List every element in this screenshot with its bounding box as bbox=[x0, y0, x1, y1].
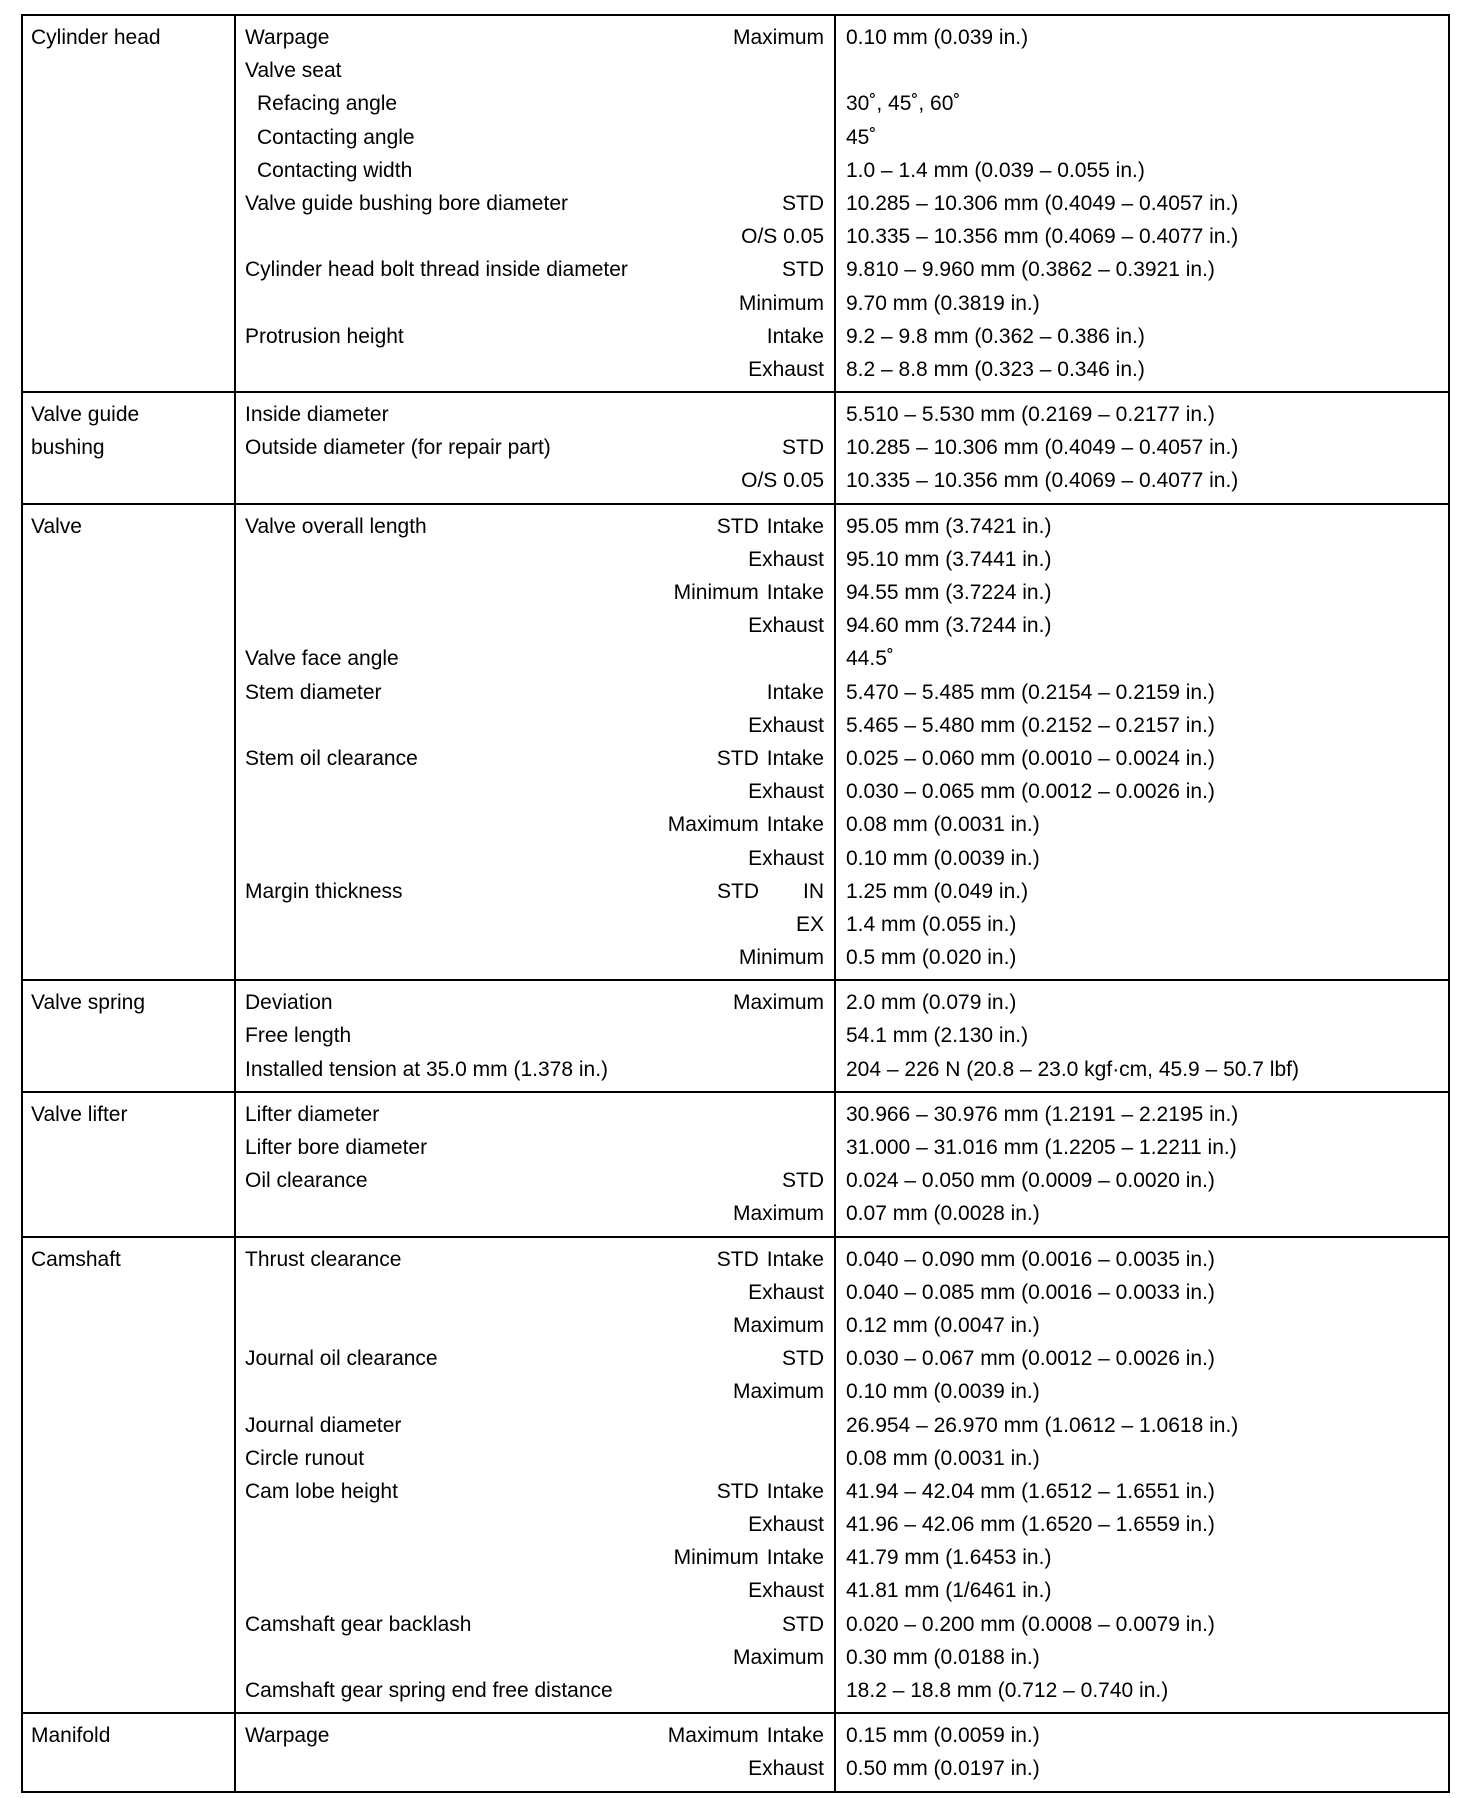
component-label: Valve guide bbox=[31, 403, 140, 427]
spec-condition bbox=[733, 21, 824, 54]
value-cell bbox=[835, 1237, 1449, 1714]
spec-item-line bbox=[236, 87, 834, 120]
spec-item-label: Lifter bore diameter bbox=[245, 1136, 428, 1159]
spec-condition bbox=[767, 676, 824, 709]
spec-item-line bbox=[236, 1164, 834, 1197]
spec-item-line bbox=[236, 154, 834, 187]
spec-item-line bbox=[236, 54, 834, 87]
spec-group-row bbox=[22, 1237, 1449, 1714]
spec-item-label: Stem diameter bbox=[245, 680, 382, 704]
spec-condition-label: Exhaust bbox=[748, 1513, 824, 1537]
spec-item-label: Stem oil clearance bbox=[245, 746, 418, 770]
spec-item-line bbox=[236, 1674, 834, 1707]
spec-condition bbox=[674, 1541, 824, 1574]
component-label: Camshaft bbox=[31, 1247, 121, 1271]
spec-item-label: Outside diameter (for repair part) bbox=[245, 436, 551, 460]
spec-item-line bbox=[236, 1019, 834, 1052]
spec-value: 1.0 – 1.4 mm (0.039 – 0.055 in.) bbox=[846, 158, 1145, 182]
spec-value: 41.94 – 42.04 mm (1.6512 – 1.6551 in.) bbox=[846, 1479, 1215, 1503]
spec-condition-label: STD bbox=[782, 258, 824, 282]
spec-condition bbox=[748, 1508, 824, 1541]
spec-item-label: Deviation bbox=[245, 991, 333, 1015]
spec-item-label: Protrusion height bbox=[245, 324, 404, 348]
spec-sub-condition-label: Intake bbox=[766, 581, 824, 604]
spec-item-line bbox=[236, 742, 834, 775]
spec-condition-label: Maximum bbox=[732, 1202, 824, 1226]
spec-condition-label: STD bbox=[716, 514, 759, 538]
spec-value: 94.55 mm (3.7224 in.) bbox=[846, 581, 1052, 604]
spec-value: 5.510 – 5.530 mm (0.2169 – 0.2177 in.) bbox=[846, 403, 1215, 427]
value-cell bbox=[835, 392, 1449, 504]
spec-condition bbox=[748, 709, 824, 742]
spec-condition bbox=[748, 842, 824, 875]
component-cell bbox=[22, 1237, 235, 1714]
spec-value: 41.79 mm (1.6453 in.) bbox=[846, 1546, 1052, 1570]
spec-value: 5.465 – 5.480 mm (0.2152 – 0.2157 in.) bbox=[846, 713, 1215, 737]
component-label: Valve lifter bbox=[31, 1102, 128, 1126]
component-cell bbox=[22, 392, 235, 504]
spec-item-label: Lifter diameter bbox=[245, 1102, 380, 1126]
spec-item-line bbox=[236, 908, 834, 941]
spec-value: 94.60 mm (3.7244 in.) bbox=[846, 614, 1052, 638]
spec-item-label: Contacting angle bbox=[257, 125, 415, 149]
spec-item-line bbox=[236, 576, 834, 609]
spec-value: 1.25 mm (0.049 in.) bbox=[846, 879, 1029, 903]
spec-condition-label: Exhaust bbox=[748, 614, 824, 638]
value-cell bbox=[835, 504, 1449, 981]
spec-table-body bbox=[22, 15, 1449, 1792]
spec-group-row bbox=[22, 15, 1449, 392]
spec-item-line bbox=[236, 941, 834, 974]
spec-condition-label: Maximum bbox=[732, 26, 824, 49]
spec-item-line bbox=[236, 320, 834, 353]
spec-value: 1.4 mm (0.055 in.) bbox=[846, 912, 1017, 936]
spec-item-label: Margin thickness bbox=[245, 879, 403, 903]
spec-condition-label: O/S 0.05 bbox=[741, 469, 824, 493]
spec-value: 9.70 mm (0.3819 in.) bbox=[846, 291, 1040, 315]
spec-value: 0.040 – 0.090 mm (0.0016 – 0.0035 in.) bbox=[846, 1247, 1215, 1271]
spec-condition-label: Maximum bbox=[732, 1313, 824, 1337]
spec-value: 9.810 – 9.960 mm (0.3862 – 0.3921 in.) bbox=[846, 258, 1215, 282]
spec-condition bbox=[717, 875, 824, 908]
spec-value: 0.15 mm (0.0059 in.) bbox=[846, 1724, 1040, 1748]
spec-item-label: Valve face angle bbox=[245, 647, 399, 671]
spec-condition bbox=[782, 253, 824, 286]
spec-condition bbox=[733, 1375, 824, 1408]
spec-item-line bbox=[236, 21, 834, 54]
spec-condition-label: STD bbox=[717, 879, 759, 903]
spec-value: 0.10 mm (0.039 in.) bbox=[846, 26, 1029, 49]
item-cell bbox=[235, 504, 835, 981]
spec-condition-label: Minimum bbox=[673, 1546, 759, 1570]
spec-value: 95.05 mm (3.7421 in.) bbox=[846, 514, 1052, 538]
spec-condition-label: Exhaust bbox=[748, 780, 824, 804]
spec-item-label: Valve overall length bbox=[245, 514, 427, 538]
item-cell bbox=[235, 15, 835, 392]
spec-item-label: Installed tension at 35.0 mm (1.378 in.) bbox=[245, 1057, 609, 1081]
spec-item-line bbox=[236, 1541, 834, 1574]
spec-item-line bbox=[236, 510, 834, 543]
spec-condition bbox=[741, 464, 824, 497]
spec-condition bbox=[674, 576, 824, 609]
spec-sub-condition-label: Intake bbox=[766, 1247, 824, 1271]
spec-condition bbox=[782, 1608, 824, 1641]
spec-value: 9.2 – 9.8 mm (0.362 – 0.386 in.) bbox=[846, 324, 1145, 348]
spec-sub-condition-label: Intake bbox=[766, 1724, 824, 1748]
spec-condition bbox=[717, 1475, 824, 1508]
component-label: Valve bbox=[31, 514, 82, 538]
spec-item-line bbox=[236, 1752, 834, 1785]
spec-condition bbox=[748, 775, 824, 808]
spec-value: 0.08 mm (0.0031 in.) bbox=[846, 1446, 1040, 1470]
spec-value: 0.020 – 0.200 mm (0.0008 – 0.0079 in.) bbox=[846, 1612, 1215, 1636]
spec-item-label: Journal oil clearance bbox=[245, 1347, 438, 1371]
spec-item-line bbox=[236, 1342, 834, 1375]
spec-condition bbox=[741, 220, 824, 253]
spec-item-label: Circle runout bbox=[245, 1446, 365, 1470]
spec-value: 5.470 – 5.485 mm (0.2154 – 0.2159 in.) bbox=[846, 680, 1215, 704]
spec-item-line bbox=[236, 253, 834, 286]
spec-value: 0.030 – 0.067 mm (0.0012 – 0.0026 in.) bbox=[846, 1347, 1215, 1371]
spec-item-line bbox=[236, 287, 834, 320]
spec-item-line bbox=[236, 986, 834, 1019]
value-cell bbox=[835, 1713, 1449, 1791]
spec-condition bbox=[748, 543, 824, 576]
item-cell bbox=[235, 392, 835, 504]
spec-condition bbox=[748, 609, 824, 642]
spec-item-label: Free length bbox=[245, 1024, 352, 1048]
value-cell bbox=[835, 980, 1449, 1092]
spec-condition-label: Intake bbox=[766, 324, 824, 348]
spec-condition-label: Exhaust bbox=[748, 846, 824, 870]
spec-item-line bbox=[236, 353, 834, 386]
spec-item-label: Cylinder head bolt thread inside diameter bbox=[245, 258, 628, 282]
spec-item-line bbox=[236, 775, 834, 808]
spec-item-line bbox=[236, 709, 834, 742]
spec-condition bbox=[668, 1719, 824, 1752]
spec-condition bbox=[782, 431, 824, 464]
spec-sub-condition-label: Intake bbox=[766, 1546, 824, 1570]
spec-condition-label: Maximum bbox=[667, 813, 759, 837]
spec-group-row bbox=[22, 980, 1449, 1092]
component-cell bbox=[22, 15, 235, 392]
spec-condition bbox=[733, 1197, 824, 1230]
spec-item-line bbox=[236, 1508, 834, 1541]
spec-condition-label: Maximum bbox=[732, 991, 824, 1015]
spec-value: 8.2 – 8.8 mm (0.323 – 0.346 in.) bbox=[846, 357, 1145, 381]
component-cell bbox=[22, 1092, 235, 1237]
spec-condition bbox=[668, 808, 824, 841]
spec-value: 18.2 – 18.8 mm (0.712 – 0.740 in.) bbox=[846, 1679, 1169, 1702]
spec-condition-label: O/S 0.05 bbox=[741, 225, 824, 249]
spec-value: 31.000 – 31.016 mm (1.2205 – 1.2211 in.) bbox=[846, 1136, 1237, 1159]
spec-condition bbox=[717, 510, 824, 543]
spec-item-label: Refacing angle bbox=[257, 92, 398, 116]
spec-condition bbox=[739, 287, 824, 320]
spec-value: 10.285 – 10.306 mm (0.4049 – 0.4057 in.) bbox=[846, 191, 1239, 215]
spec-condition bbox=[748, 353, 824, 386]
spec-condition bbox=[748, 1276, 824, 1309]
value-cell bbox=[835, 1092, 1449, 1237]
spec-item-label: Camshaft gear spring end free distance bbox=[245, 1679, 613, 1702]
spec-item-line bbox=[236, 431, 834, 464]
spec-value: 26.954 – 26.970 mm (1.0612 – 1.0618 in.) bbox=[846, 1413, 1239, 1437]
spec-condition-label: Minimum bbox=[673, 581, 759, 604]
spec-item-line bbox=[236, 187, 834, 220]
spec-condition-label: Intake bbox=[766, 680, 824, 704]
spec-item-line bbox=[236, 1053, 834, 1086]
spec-item-label: Warpage bbox=[245, 1724, 330, 1748]
spec-item-line bbox=[236, 1719, 834, 1752]
spec-value: 0.030 – 0.065 mm (0.0012 – 0.0026 in.) bbox=[846, 780, 1215, 804]
spec-condition-label: Maximum bbox=[732, 1645, 824, 1669]
item-cell bbox=[235, 1237, 835, 1714]
spec-condition bbox=[748, 1752, 824, 1785]
spec-value: 2.0 mm (0.079 in.) bbox=[846, 991, 1017, 1015]
spec-item-line bbox=[236, 398, 834, 431]
spec-item-line bbox=[236, 1098, 834, 1131]
spec-item-label: Journal diameter bbox=[245, 1413, 402, 1437]
spec-item-line bbox=[236, 1375, 834, 1408]
spec-item-line bbox=[236, 676, 834, 709]
spec-sub-condition-label: Intake bbox=[766, 746, 824, 770]
spec-value: 0.5 mm (0.020 in.) bbox=[846, 946, 1017, 970]
spec-item-label: Contacting width bbox=[257, 158, 413, 182]
spec-condition-label: Maximum bbox=[667, 1724, 759, 1748]
spec-item-label: Inside diameter bbox=[245, 403, 389, 427]
spec-item-line bbox=[236, 1276, 834, 1309]
spec-condition-label: Exhaust bbox=[748, 547, 824, 571]
spec-item-line bbox=[236, 1197, 834, 1230]
spec-value: 0.10 mm (0.0039 in.) bbox=[846, 846, 1040, 870]
spec-value: 45˚ bbox=[846, 125, 877, 149]
spec-value: 10.335 – 10.356 mm (0.4069 – 0.4077 in.) bbox=[846, 469, 1239, 493]
spec-value bbox=[846, 54, 1448, 87]
spec-value: 0.040 – 0.085 mm (0.0016 – 0.0033 in.) bbox=[846, 1280, 1215, 1304]
spec-value: 0.025 – 0.060 mm (0.0010 – 0.0024 in.) bbox=[846, 746, 1215, 770]
component-cell bbox=[22, 1713, 235, 1791]
spec-item-line bbox=[236, 220, 834, 253]
spec-group-row bbox=[22, 504, 1449, 981]
spec-condition bbox=[733, 1309, 824, 1342]
spec-condition-label: STD bbox=[782, 1169, 824, 1193]
spec-group-row bbox=[22, 1713, 1449, 1791]
spec-group-row bbox=[22, 392, 1449, 504]
spec-condition-label: STD bbox=[782, 1347, 824, 1371]
spec-condition bbox=[767, 320, 824, 353]
spec-table bbox=[21, 14, 1450, 1793]
spec-value: 0.50 mm (0.0197 in.) bbox=[846, 1757, 1040, 1781]
spec-value: 0.10 mm (0.0039 in.) bbox=[846, 1380, 1040, 1404]
spec-item-line bbox=[236, 1309, 834, 1342]
spec-item-label: Valve guide bushing bore diameter bbox=[245, 191, 568, 215]
spec-condition bbox=[739, 941, 824, 974]
spec-value: 41.81 mm (1/6461 in.) bbox=[846, 1579, 1052, 1603]
spec-condition-label: STD bbox=[782, 436, 824, 460]
spec-condition bbox=[717, 1243, 824, 1276]
spec-group-row bbox=[22, 1092, 1449, 1237]
component-cell bbox=[22, 980, 235, 1092]
spec-condition bbox=[782, 1164, 824, 1197]
spec-condition-label: Exhaust bbox=[748, 1757, 824, 1781]
spec-item-line bbox=[236, 642, 834, 675]
component-label: Manifold bbox=[31, 1724, 111, 1748]
value-cell bbox=[835, 15, 1449, 392]
spec-value: 10.285 – 10.306 mm (0.4049 – 0.4057 in.) bbox=[846, 436, 1239, 460]
spec-sub-condition-label: Intake bbox=[766, 1479, 824, 1503]
spec-item-label: Cam lobe height bbox=[245, 1479, 398, 1503]
spec-item-line bbox=[236, 808, 834, 841]
spec-item-label: Thrust clearance bbox=[245, 1247, 402, 1271]
spec-value: 0.08 mm (0.0031 in.) bbox=[846, 813, 1040, 837]
spec-item-label: Oil clearance bbox=[245, 1169, 368, 1193]
spec-condition bbox=[782, 187, 824, 220]
spec-item-label: Warpage bbox=[245, 26, 330, 49]
item-cell bbox=[235, 980, 835, 1092]
spec-item-line bbox=[236, 609, 834, 642]
spec-value: 0.024 – 0.050 mm (0.0009 – 0.0020 in.) bbox=[846, 1169, 1215, 1193]
spec-condition-label: Maximum bbox=[732, 1380, 824, 1404]
component-label: Cylinder head bbox=[31, 26, 161, 49]
spec-item-label: Camshaft gear backlash bbox=[245, 1612, 472, 1636]
spec-item-line bbox=[236, 842, 834, 875]
spec-value: 30.966 – 30.976 mm (1.2191 – 2.2195 in.) bbox=[846, 1102, 1239, 1126]
component-label: bushing bbox=[31, 436, 105, 460]
spec-item-line bbox=[236, 1442, 834, 1475]
spec-item-line bbox=[236, 1475, 834, 1508]
spec-item-line bbox=[236, 1574, 834, 1607]
spec-item-line bbox=[236, 875, 834, 908]
spec-condition-label: STD bbox=[716, 1479, 759, 1503]
spec-condition bbox=[733, 1641, 824, 1674]
spec-value: 44.5˚ bbox=[846, 647, 894, 671]
spec-condition bbox=[733, 986, 824, 1019]
spec-condition bbox=[782, 1342, 824, 1375]
spec-condition-label: STD bbox=[716, 1247, 759, 1271]
spec-item-line bbox=[236, 1608, 834, 1641]
spec-item-line bbox=[236, 1131, 834, 1164]
spec-item-line bbox=[236, 121, 834, 154]
spec-item-line bbox=[236, 1409, 834, 1442]
spec-item-label: Valve seat bbox=[245, 59, 342, 83]
spec-item-line bbox=[236, 1641, 834, 1674]
spec-condition-label: Exhaust bbox=[748, 713, 824, 737]
spec-sub-condition-label: IN bbox=[803, 879, 824, 903]
spec-item-line bbox=[236, 543, 834, 576]
spec-item-line bbox=[236, 1243, 834, 1276]
spec-value: 0.07 mm (0.0028 in.) bbox=[846, 1202, 1040, 1226]
item-cell bbox=[235, 1713, 835, 1791]
spec-condition-label: STD bbox=[782, 191, 824, 215]
spec-sub-condition-label: Intake bbox=[766, 813, 824, 837]
spec-condition-label: STD bbox=[716, 746, 759, 770]
component-cell bbox=[22, 504, 235, 981]
spec-condition-label: Minimum bbox=[738, 291, 824, 315]
spec-condition bbox=[717, 742, 824, 775]
spec-value: 0.12 mm (0.0047 in.) bbox=[846, 1313, 1040, 1337]
spec-sub-condition-label: Intake bbox=[766, 514, 824, 538]
spec-value: 0.30 mm (0.0188 in.) bbox=[846, 1645, 1040, 1669]
spec-value: 10.335 – 10.356 mm (0.4069 – 0.4077 in.) bbox=[846, 225, 1239, 249]
spec-condition bbox=[748, 1574, 824, 1607]
spec-condition-label: STD bbox=[782, 1612, 824, 1636]
spec-condition bbox=[796, 908, 824, 941]
spec-condition-label: Exhaust bbox=[748, 357, 824, 381]
spec-condition-label: EX bbox=[795, 912, 824, 936]
spec-value: 95.10 mm (3.7441 in.) bbox=[846, 547, 1052, 571]
spec-condition-label: Exhaust bbox=[748, 1579, 824, 1603]
spec-value: 54.1 mm (2.130 in.) bbox=[846, 1024, 1029, 1048]
spec-value: 204 – 226 N (20.8 – 23.0 kgf·cm, 45.9 – 50.7 lbf) bbox=[846, 1057, 1299, 1081]
spec-condition-label: Minimum bbox=[738, 946, 824, 970]
item-cell bbox=[235, 1092, 835, 1237]
spec-value: 41.96 – 42.06 mm (1.6520 – 1.6559 in.) bbox=[846, 1513, 1215, 1537]
spec-condition-label: Exhaust bbox=[748, 1280, 824, 1304]
spec-value: 30˚, 45˚, 60˚ bbox=[846, 92, 961, 116]
spec-item-line bbox=[236, 464, 834, 497]
component-label: Valve spring bbox=[31, 991, 146, 1015]
